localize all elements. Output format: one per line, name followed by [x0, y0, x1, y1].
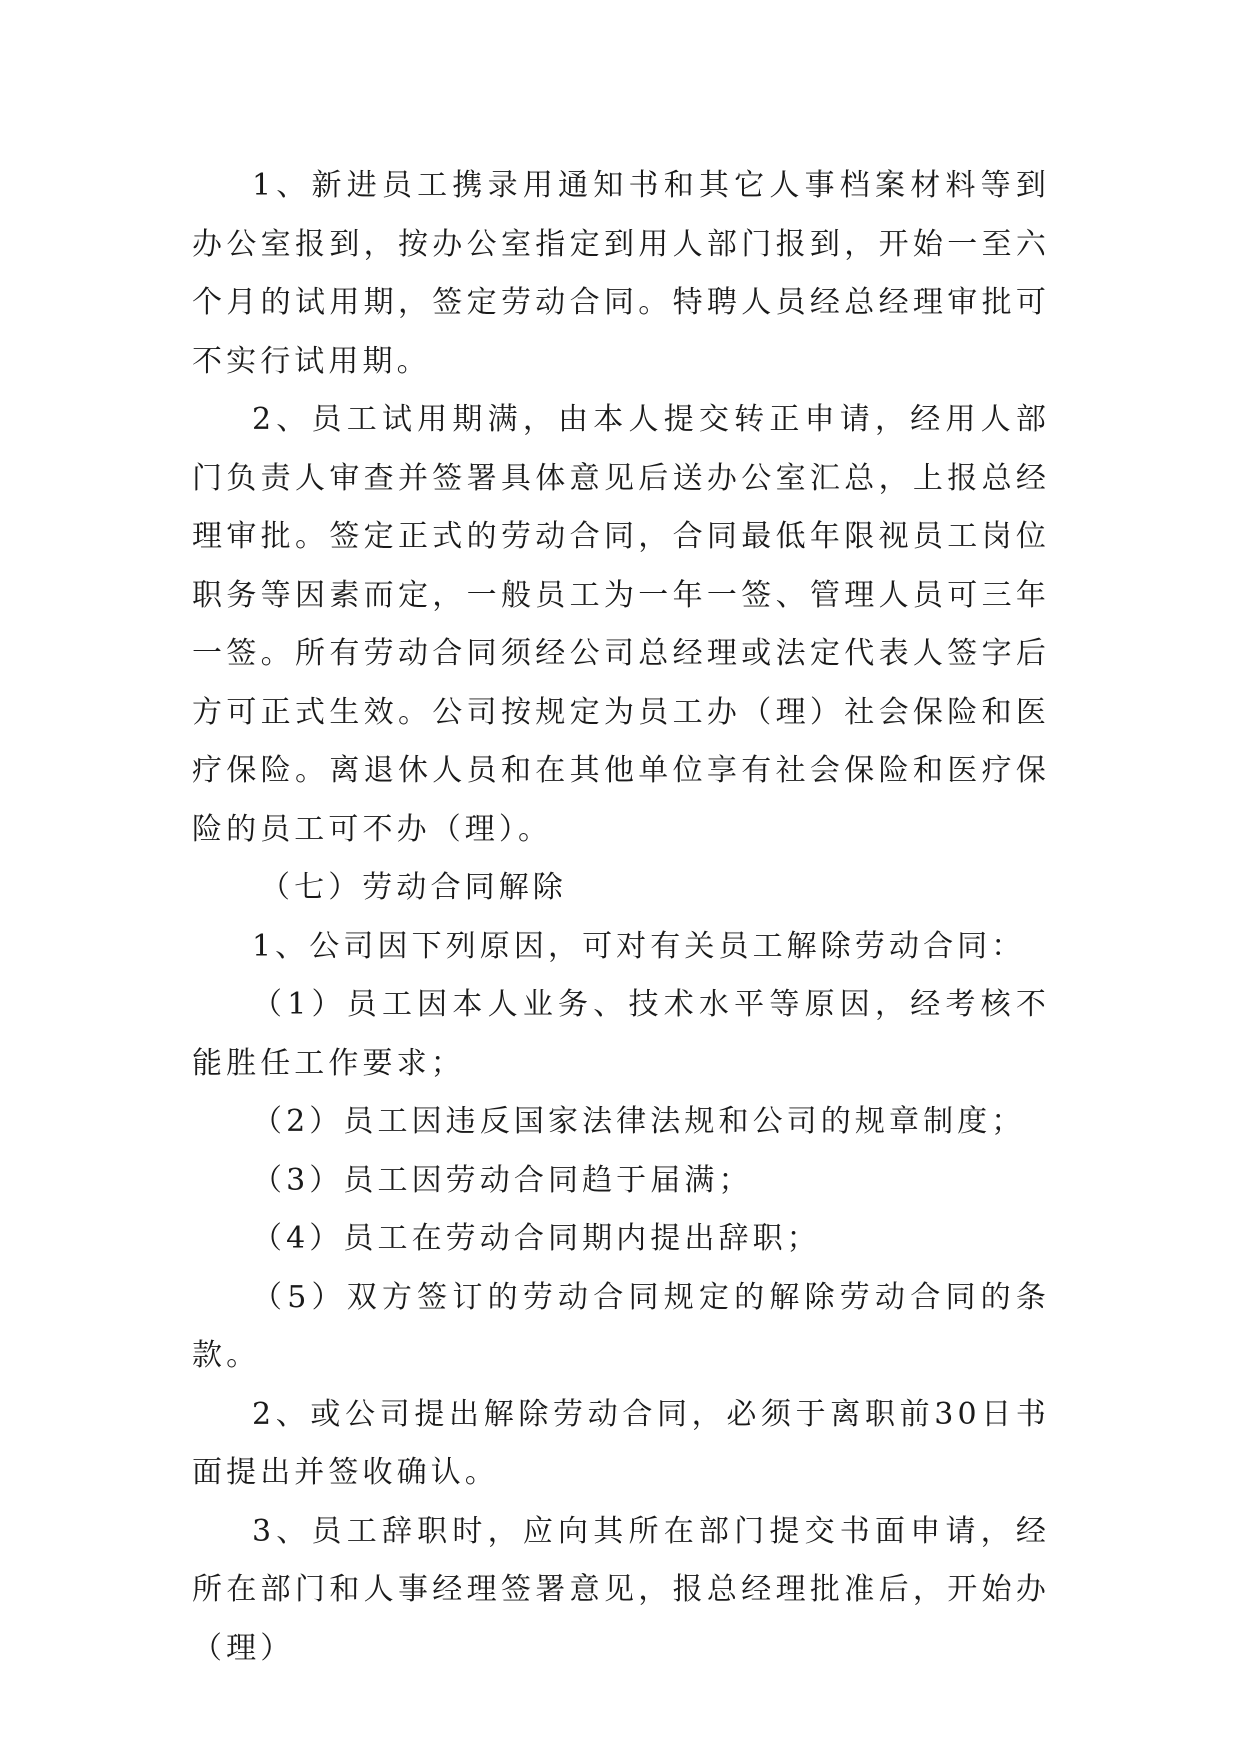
paragraph-written-notice: 2、或公司提出解除劳动合同，必须于离职前30日书面提出并签收确认。	[192, 1396, 1050, 1490]
list-item-reason-4: （4）员工在劳动合同期内提出辞职；	[252, 1221, 821, 1256]
paragraph-termination-reasons-intro: 1、公司因下列原因，可对有关员工解除劳动合同：	[252, 928, 1026, 964]
list-item-reason-1: （1）员工因本人业务、技术水平等原因，经考核不能胜任工作要求；	[192, 987, 1050, 1081]
list-item-reason-2: （2）员工因违反国家法律法规和公司的规章制度；	[252, 1104, 1026, 1139]
paragraph-probation-completion: 2、员工试用期满，由本人提交转正申请，经用人部门负责人审查并签署具体意见后送办公室汇总，上报总经理审批。签定正式的劳动合同，合同最低年限视员工岗位职务等因素而定，一般员工为一年一签、管理人员可三年一签。所有劳动合同须经公司总经理或法定代表人签字后方可正式生效。公司按规定为员工办（理）社会保险和医疗保险。离退休人员和在其他单位享有社会保险和医疗保险的员工可不办（理）。	[192, 402, 1050, 847]
paragraph-new-employee-probation: 1、新进员工携录用通知书和其它人事档案材料等到办公室报到，按办公室指定到用人部门报到，开始一至六个月的试用期，签定劳动合同。特聘人员经总经理审批可不实行试用期。	[192, 168, 1050, 379]
section-heading-contract-termination: （七）劳动合同解除	[260, 870, 567, 905]
document-body	[192, 157, 1050, 1678]
list-item-reason-5: （5）双方签订的劳动合同规定的解除劳动合同的条款。	[192, 1279, 1050, 1373]
list-item-reason-3: （3）员工因劳动合同趋于届满；	[252, 1162, 753, 1198]
paragraph-resignation-procedure: 3、员工辞职时，应向其所在部门提交书面申请，经所在部门和人事经理签署意见，报总经理批准后，开始办（理）	[192, 1513, 1050, 1666]
